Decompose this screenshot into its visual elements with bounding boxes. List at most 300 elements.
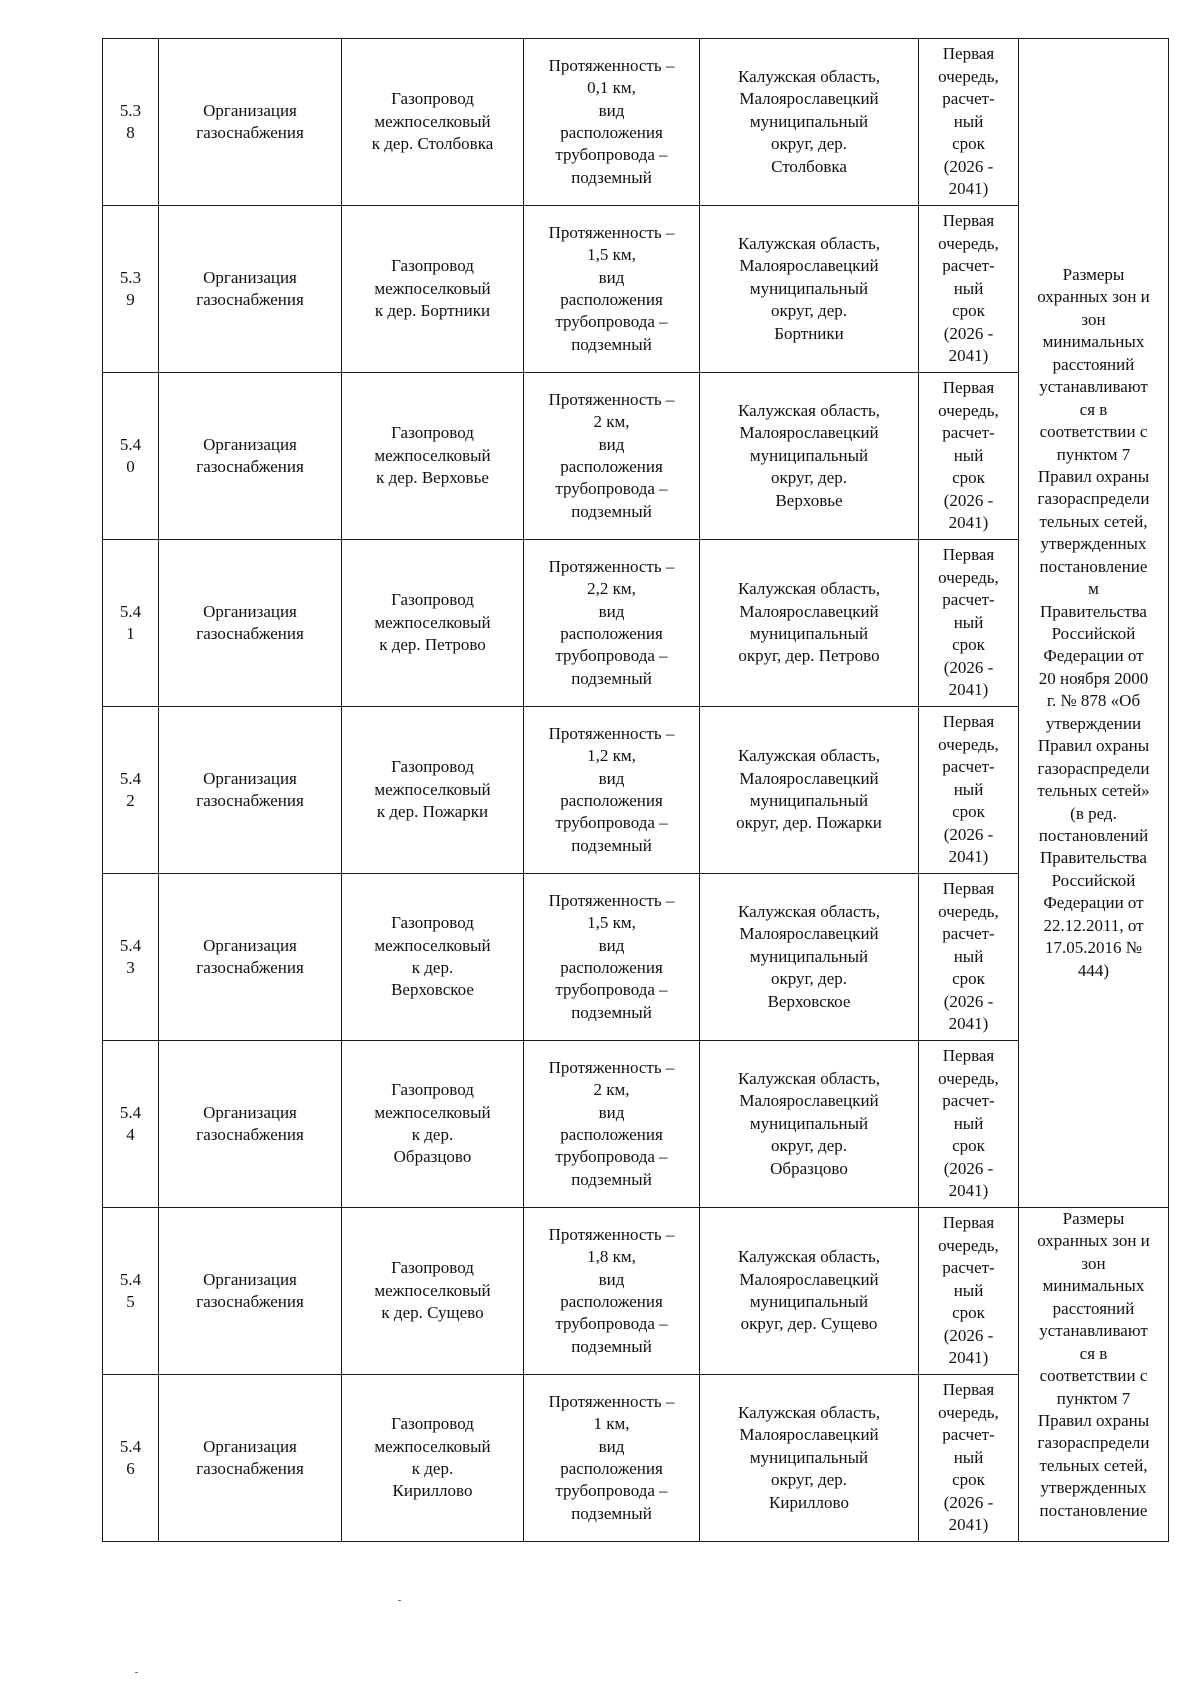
protection-zone-note-line: газораспредели [1037,758,1150,778]
location-cell-line: Бортники [774,323,844,343]
location-cell-line: округ, дер. [770,1136,848,1156]
object-cell-line: Газопровод [391,423,474,443]
characteristics-cell-line: Протяженность – [548,55,675,75]
queue-cell-line: Первая [942,879,995,899]
location-cell-line: Калужская область, [738,66,880,86]
object-cell-line: к дер. Верховье [376,468,489,488]
location-cell-line: Малоярославецкий [739,1269,879,1289]
characteristics-cell-line: вид [598,1102,625,1122]
scan-speck [398,1600,401,1601]
location-cell [700,707,919,874]
object-cell-line: межпоселковый [374,612,491,632]
characteristics-cell [524,707,700,874]
characteristics-cell-line: вид [598,1269,625,1289]
protection-zone-note-line: постановление [1039,556,1148,576]
location-cell-line: Столбовка [771,156,847,176]
characteristics-cell-line: трубопровода – [555,980,668,1000]
infrastructure-table [102,38,1169,1542]
object-cell-line: Газопровод [391,590,474,610]
location-cell-line: Калужская область, [738,901,880,921]
protection-zone-note-line: охранных зон и [1037,287,1150,307]
protection-zone-note-line: минимальных [1042,332,1145,352]
location-cell-line: муниципальный [749,624,869,643]
object-cell-line: межпоселковый [374,445,491,465]
location-cell-line: Калужская область, [738,1068,880,1088]
protection-zone-note-line: 17.05.2016 № [1045,938,1142,958]
location-cell [700,39,919,206]
queue-cell [919,373,1019,540]
queue-cell-line: ный [953,278,984,298]
queue-cell-line: 2041) [948,680,989,700]
queue-cell-line: Первая [942,378,995,398]
characteristics-cell-line: подземный [571,334,652,354]
queue-cell-line: Первая [942,44,995,64]
characteristics-cell-line: вид [598,1436,625,1456]
protection-zone-note-line: утвержденных [1040,1478,1147,1498]
queue-cell-line: 2041) [948,1348,989,1368]
characteristics-cell-line: 2 км, [593,412,630,432]
characteristics-cell-line: трубопровода – [555,1314,668,1334]
object-cell-line: межпоселковый [374,1280,491,1300]
queue-cell [919,39,1019,206]
purpose-cell [159,1375,342,1542]
table-row [103,1375,1169,1542]
object-cell [342,1375,524,1542]
protection-zone-note-line: Правил охраны [1037,466,1150,486]
location-cell-line: округ, дер. [770,134,848,154]
protection-zone-note-line: м [1088,579,1099,599]
queue-cell-line: срок [952,1136,985,1156]
object-cell-line: межпоселковый [374,779,491,799]
characteristics-cell-line: вид [598,935,625,955]
object-cell [342,1208,524,1375]
characteristics-cell [524,540,700,707]
characteristics-cell-line: расположения [560,123,663,142]
row-number-line: 5.4 [119,1436,142,1456]
characteristics-cell-line: подземный [571,1002,652,1022]
protection-zone-note-line: зон [1081,1253,1106,1273]
characteristics-cell-line: 2 км, [593,1080,630,1100]
location-cell [700,874,919,1041]
location-cell-line: Верховье [775,490,843,510]
protection-zone-note-line: соответствии с [1039,422,1148,442]
queue-cell-line: срок [952,969,985,989]
queue-cell-line: ный [953,111,984,131]
purpose-cell-line: Организация [203,1436,297,1456]
row-number [103,1208,159,1375]
queue-cell [919,707,1019,874]
purpose-cell-line: газоснабжения [196,624,304,643]
row-number-line: 5.4 [119,434,142,454]
characteristics-cell-line: вид [598,434,625,454]
location-cell-line: Малоярославецкий [739,924,879,944]
location-cell-line: округ, дер. Петрово [738,646,880,666]
queue-cell-line: ный [953,612,984,632]
location-cell-line: округ, дер. [770,1470,848,1490]
queue-cell-line: Первая [942,211,995,231]
row-number [103,373,159,540]
location-cell-line: Малоярославецкий [739,1425,879,1445]
object-cell-line: Образцово [393,1147,472,1167]
protection-zone-note-line: охранных зон и [1037,1231,1150,1251]
object-cell-line: Газопровод [391,913,474,933]
object-cell [342,707,524,874]
location-cell-line: муниципальный [749,1447,869,1467]
queue-cell-line: 2041) [948,1515,989,1535]
protection-zone-note-line: газораспредели [1037,1433,1150,1453]
purpose-cell [159,373,342,540]
row-number [103,39,159,206]
characteristics-cell-line: Протяженность – [548,222,675,242]
row-number [103,206,159,373]
protection-zone-note-line: Федерации от [1043,646,1144,666]
location-cell-line: Малоярославецкий [739,89,879,109]
protection-zone-note-line: (в ред. [1070,803,1117,823]
purpose-cell [159,206,342,373]
row-number-line: 5.4 [119,768,142,788]
queue-cell-line: очередь, [938,567,999,587]
object-cell-line: Газопровод [391,1414,474,1434]
location-cell-line: Калужская область, [738,579,880,599]
purpose-cell-line: газоснабжения [196,1292,304,1311]
object-cell-line: к дер. [411,1125,454,1144]
protection-zone-note-line: 22.12.2011, от [1043,915,1144,935]
purpose-cell [159,1208,342,1375]
object-cell-line: межпоселковый [374,1102,491,1122]
location-cell-line: округ, дер. [770,969,848,989]
queue-cell-line: 2041) [948,179,989,199]
characteristics-cell-line: 1,5 км, [587,913,636,933]
protection-zone-note [1019,1208,1169,1542]
queue-cell-line: срок [952,635,985,655]
location-cell-line: муниципальный [749,1113,869,1133]
characteristics-cell-line: подземный [571,167,652,187]
characteristics-cell-line: Протяженность – [548,389,675,409]
protection-zone-note-line: Размеры [1062,265,1125,284]
characteristics-cell-line: Протяженность – [548,556,675,576]
table-row [103,1208,1169,1375]
object-cell [342,373,524,540]
queue-cell-line: ный [953,445,984,465]
characteristics-cell-line: Протяженность – [548,1391,675,1411]
characteristics-cell-line: трубопровода – [555,479,668,499]
characteristics-cell-line: подземный [571,668,652,688]
protection-zone-note-line: расстояний [1052,1298,1135,1318]
purpose-cell-line: Организация [203,1269,297,1289]
location-cell [700,540,919,707]
characteristics-cell-line: вид [598,267,625,287]
queue-cell-line: расчет- [942,1258,995,1278]
characteristics-cell-line: трубопровода – [555,312,668,332]
row-number-line: 0 [126,457,135,476]
queue-cell-line: очередь, [938,1402,999,1422]
location-cell-line: Малоярославецкий [739,256,879,276]
purpose-cell-line: Организация [203,434,297,454]
queue-cell-line: 2041) [948,346,989,366]
table-row [103,540,1169,707]
object-cell-line: Кириллово [392,1481,473,1501]
location-cell-line: Малоярославецкий [739,601,879,621]
location-cell-line: Образцово [770,1158,848,1178]
row-number-line: 5.3 [119,267,142,287]
protection-zone-note-line: расстояний [1052,354,1135,374]
characteristics-cell-line: подземный [571,1169,652,1189]
location-cell [700,1208,919,1375]
characteristics-cell-line: расположения [560,1125,663,1144]
queue-cell-line: срок [952,301,985,321]
object-cell [342,206,524,373]
characteristics-cell-line: 2,2 км, [587,579,636,599]
protection-zone-note-line: Правительства [1040,601,1147,621]
protection-zone-note-line: Правил охраны [1037,1410,1150,1430]
queue-cell-line: ный [953,1280,984,1300]
queue-cell [919,874,1019,1041]
characteristics-cell-line: трубопровода – [555,1147,668,1167]
queue-cell-line: ный [953,1113,984,1133]
queue-cell-line: расчет- [942,757,995,777]
object-cell-line: Газопровод [391,89,474,109]
object-cell-line: Газопровод [391,757,474,777]
characteristics-cell [524,1208,700,1375]
row-number-line: 3 [126,958,135,977]
queue-cell-line: расчет- [942,1425,995,1445]
protection-zone-note-line: Российской [1051,624,1136,643]
object-cell-line: Газопровод [391,1258,474,1278]
queue-cell-line: (2026 - [943,824,994,844]
characteristics-cell-line: 1,8 км, [587,1247,636,1267]
queue-cell [919,1041,1019,1208]
queue-cell-line: срок [952,1470,985,1490]
protection-zone-note-line: постановление [1039,1500,1148,1520]
queue-cell-line: срок [952,134,985,154]
purpose-cell-line: газоснабжения [196,457,304,476]
row-number-line: 5.4 [119,1102,142,1122]
queue-cell-line: расчет- [942,1091,995,1111]
protection-zone-note-line: г. № 878 «Об [1046,691,1141,711]
protection-zone-note-line: пунктом 7 [1056,444,1131,464]
queue-cell-line: (2026 - [943,490,994,510]
queue-cell-line: 2041) [948,847,989,867]
object-cell [342,540,524,707]
purpose-cell-line: газоснабжения [196,958,304,977]
characteristics-cell-line: 1,5 км, [587,245,636,265]
protection-zone-note-line: постановлений [1038,825,1149,845]
characteristics-cell-line: расположения [560,1292,663,1311]
purpose-cell [159,39,342,206]
location-cell-line: Кириллово [769,1492,849,1512]
queue-cell [919,1375,1019,1542]
characteristics-cell-line: подземный [571,501,652,521]
table-body [103,39,1169,1542]
object-cell-line: к дер. [411,958,454,977]
characteristics-cell-line: Протяженность – [548,890,675,910]
object-cell-line: к дер. Столбовка [371,134,494,154]
location-cell-line: округ, дер. [770,468,848,488]
purpose-cell [159,1041,342,1208]
row-number [103,874,159,1041]
queue-cell-line: Первая [942,1213,995,1233]
characteristics-cell [524,206,700,373]
protection-zone-note-line: газораспредели [1037,489,1150,509]
location-cell-line: Калужская область, [738,233,880,253]
location-cell-line: муниципальный [749,111,869,131]
queue-cell-line: ный [953,946,984,966]
object-cell-line: межпоселковый [374,1436,491,1456]
purpose-cell-line: газоснабжения [196,123,304,142]
row-number-line: 4 [126,1125,135,1144]
location-cell-line: Калужская область, [738,746,880,766]
queue-cell-line: срок [952,802,985,822]
characteristics-cell-line: Протяженность – [548,1057,675,1077]
protection-zone-note-line: Правил охраны [1037,736,1150,756]
protection-zone-note-line: тельных сетей, [1039,1455,1148,1475]
queue-cell-line: (2026 - [943,323,994,343]
queue-cell-line: Первая [942,712,995,732]
queue-cell-line: очередь, [938,66,999,86]
object-cell-line: Газопровод [391,1080,474,1100]
queue-cell [919,206,1019,373]
purpose-cell-line: Организация [203,100,297,120]
location-cell [700,206,919,373]
queue-cell-line: расчет- [942,256,995,276]
location-cell-line: Верховское [767,991,851,1011]
characteristics-cell-line: подземный [571,1336,652,1356]
location-cell-line: Малоярославецкий [739,1091,879,1111]
queue-cell-line: очередь, [938,901,999,921]
row-number-line: 2 [126,791,135,810]
characteristics-cell-line: расположения [560,624,663,643]
queue-cell-line: срок [952,1303,985,1323]
location-cell-line: муниципальный [749,1292,869,1311]
location-cell-line: Малоярославецкий [739,768,879,788]
protection-zone-note-line: Правительства [1040,848,1147,868]
characteristics-cell [524,373,700,540]
purpose-cell-line: Организация [203,1102,297,1122]
protection-zone-note-line: зон [1081,309,1106,329]
purpose-cell-line: Организация [203,768,297,788]
queue-cell [919,540,1019,707]
row-number-line: 5.3 [119,100,142,120]
queue-cell-line: ный [953,779,984,799]
characteristics-cell-line: вид [598,601,625,621]
object-cell-line: к дер. Бортники [374,301,491,321]
queue-cell-line: очередь, [938,734,999,754]
protection-zone-note-line: тельных сетей» [1037,781,1150,801]
characteristics-cell-line: вид [598,100,625,120]
characteristics-cell-line: 1 км, [593,1414,630,1434]
object-cell [342,39,524,206]
object-cell-line: Верховское [391,980,474,1000]
characteristics-cell [524,874,700,1041]
location-cell-line: муниципальный [749,278,869,298]
location-cell [700,1375,919,1542]
row-number-line: 6 [126,1459,135,1478]
queue-cell-line: ный [953,1447,984,1467]
characteristics-cell-line: Протяженность – [548,1224,675,1244]
characteristics-cell-line: вид [598,768,625,788]
row-number-line: 5.4 [119,935,142,955]
purpose-cell [159,874,342,1041]
location-cell-line: Калужская область, [738,400,880,420]
table-row [103,206,1169,373]
characteristics-cell [524,1041,700,1208]
protection-zone-note-line: утверждении [1045,713,1142,733]
protection-zone-note-line: Размеры [1062,1209,1125,1228]
queue-cell-line: 2041) [948,513,989,533]
row-number-line: 8 [126,123,135,142]
location-cell-line: округ, дер. [770,301,848,321]
protection-zone-note-line: Российской [1051,870,1136,890]
queue-cell-line: расчет- [942,590,995,610]
purpose-cell-line: Организация [203,601,297,621]
row-number-line: 5.4 [119,601,142,621]
row-number [103,1375,159,1542]
characteristics-cell-line: расположения [560,290,663,309]
characteristics-cell-line: расположения [560,958,663,977]
protection-zone-note-line: ся в [1079,1343,1108,1363]
characteristics-cell-line: Протяженность – [548,723,675,743]
queue-cell-line: (2026 - [943,991,994,1011]
characteristics-cell-line: подземный [571,1503,652,1523]
purpose-cell-line: Организация [203,935,297,955]
purpose-cell-line: Организация [203,267,297,287]
queue-cell-line: очередь, [938,1068,999,1088]
protection-zone-note-line: 444) [1077,960,1110,980]
table-row [103,39,1169,206]
protection-zone-note-line: устанавливают [1039,1321,1148,1341]
characteristics-cell [524,39,700,206]
queue-cell-line: Первая [942,1046,995,1066]
queue-cell-line: (2026 - [943,156,994,176]
table-row [103,874,1169,1041]
queue-cell-line: расчет- [942,89,995,109]
protection-zone-note [1019,39,1169,1208]
location-cell-line: муниципальный [749,946,869,966]
queue-cell-line: очередь, [938,1235,999,1255]
queue-cell-line: (2026 - [943,1158,994,1178]
scan-speck [135,1672,138,1673]
table-row [103,707,1169,874]
queue-cell-line: очередь, [938,233,999,253]
characteristics-cell-line: подземный [571,835,652,855]
object-cell [342,874,524,1041]
object-cell-line: к дер. Пожарки [376,802,489,822]
row-number-line: 1 [126,624,135,643]
row-number-line: 5 [126,1292,135,1311]
object-cell-line: межпоселковый [374,111,491,131]
purpose-cell-line: газоснабжения [196,290,304,309]
protection-zone-note-line: Федерации от [1043,893,1144,913]
location-cell-line: Калужская область, [738,1402,880,1422]
location-cell-line: округ, дер. Пожарки [736,813,882,833]
queue-cell-line: 2041) [948,1181,989,1201]
location-cell-line: муниципальный [749,791,869,810]
protection-zone-note-line: пунктом 7 [1056,1388,1131,1408]
location-cell-line: Калужская область, [738,1247,880,1267]
characteristics-cell-line: расположения [560,1459,663,1478]
purpose-cell-line: газоснабжения [196,1459,304,1478]
purpose-cell-line: газоснабжения [196,1125,304,1144]
protection-zone-note-line: соответствии с [1039,1366,1148,1386]
queue-cell-line: (2026 - [943,1492,994,1512]
characteristics-cell [524,1375,700,1542]
protection-zone-note-line: утвержденных [1040,534,1147,554]
queue-cell-line: расчет- [942,423,995,443]
characteristics-cell-line: трубопровода – [555,646,668,666]
queue-cell-line: расчет- [942,924,995,944]
object-cell [342,1041,524,1208]
location-cell-line: муниципальный [749,445,869,465]
